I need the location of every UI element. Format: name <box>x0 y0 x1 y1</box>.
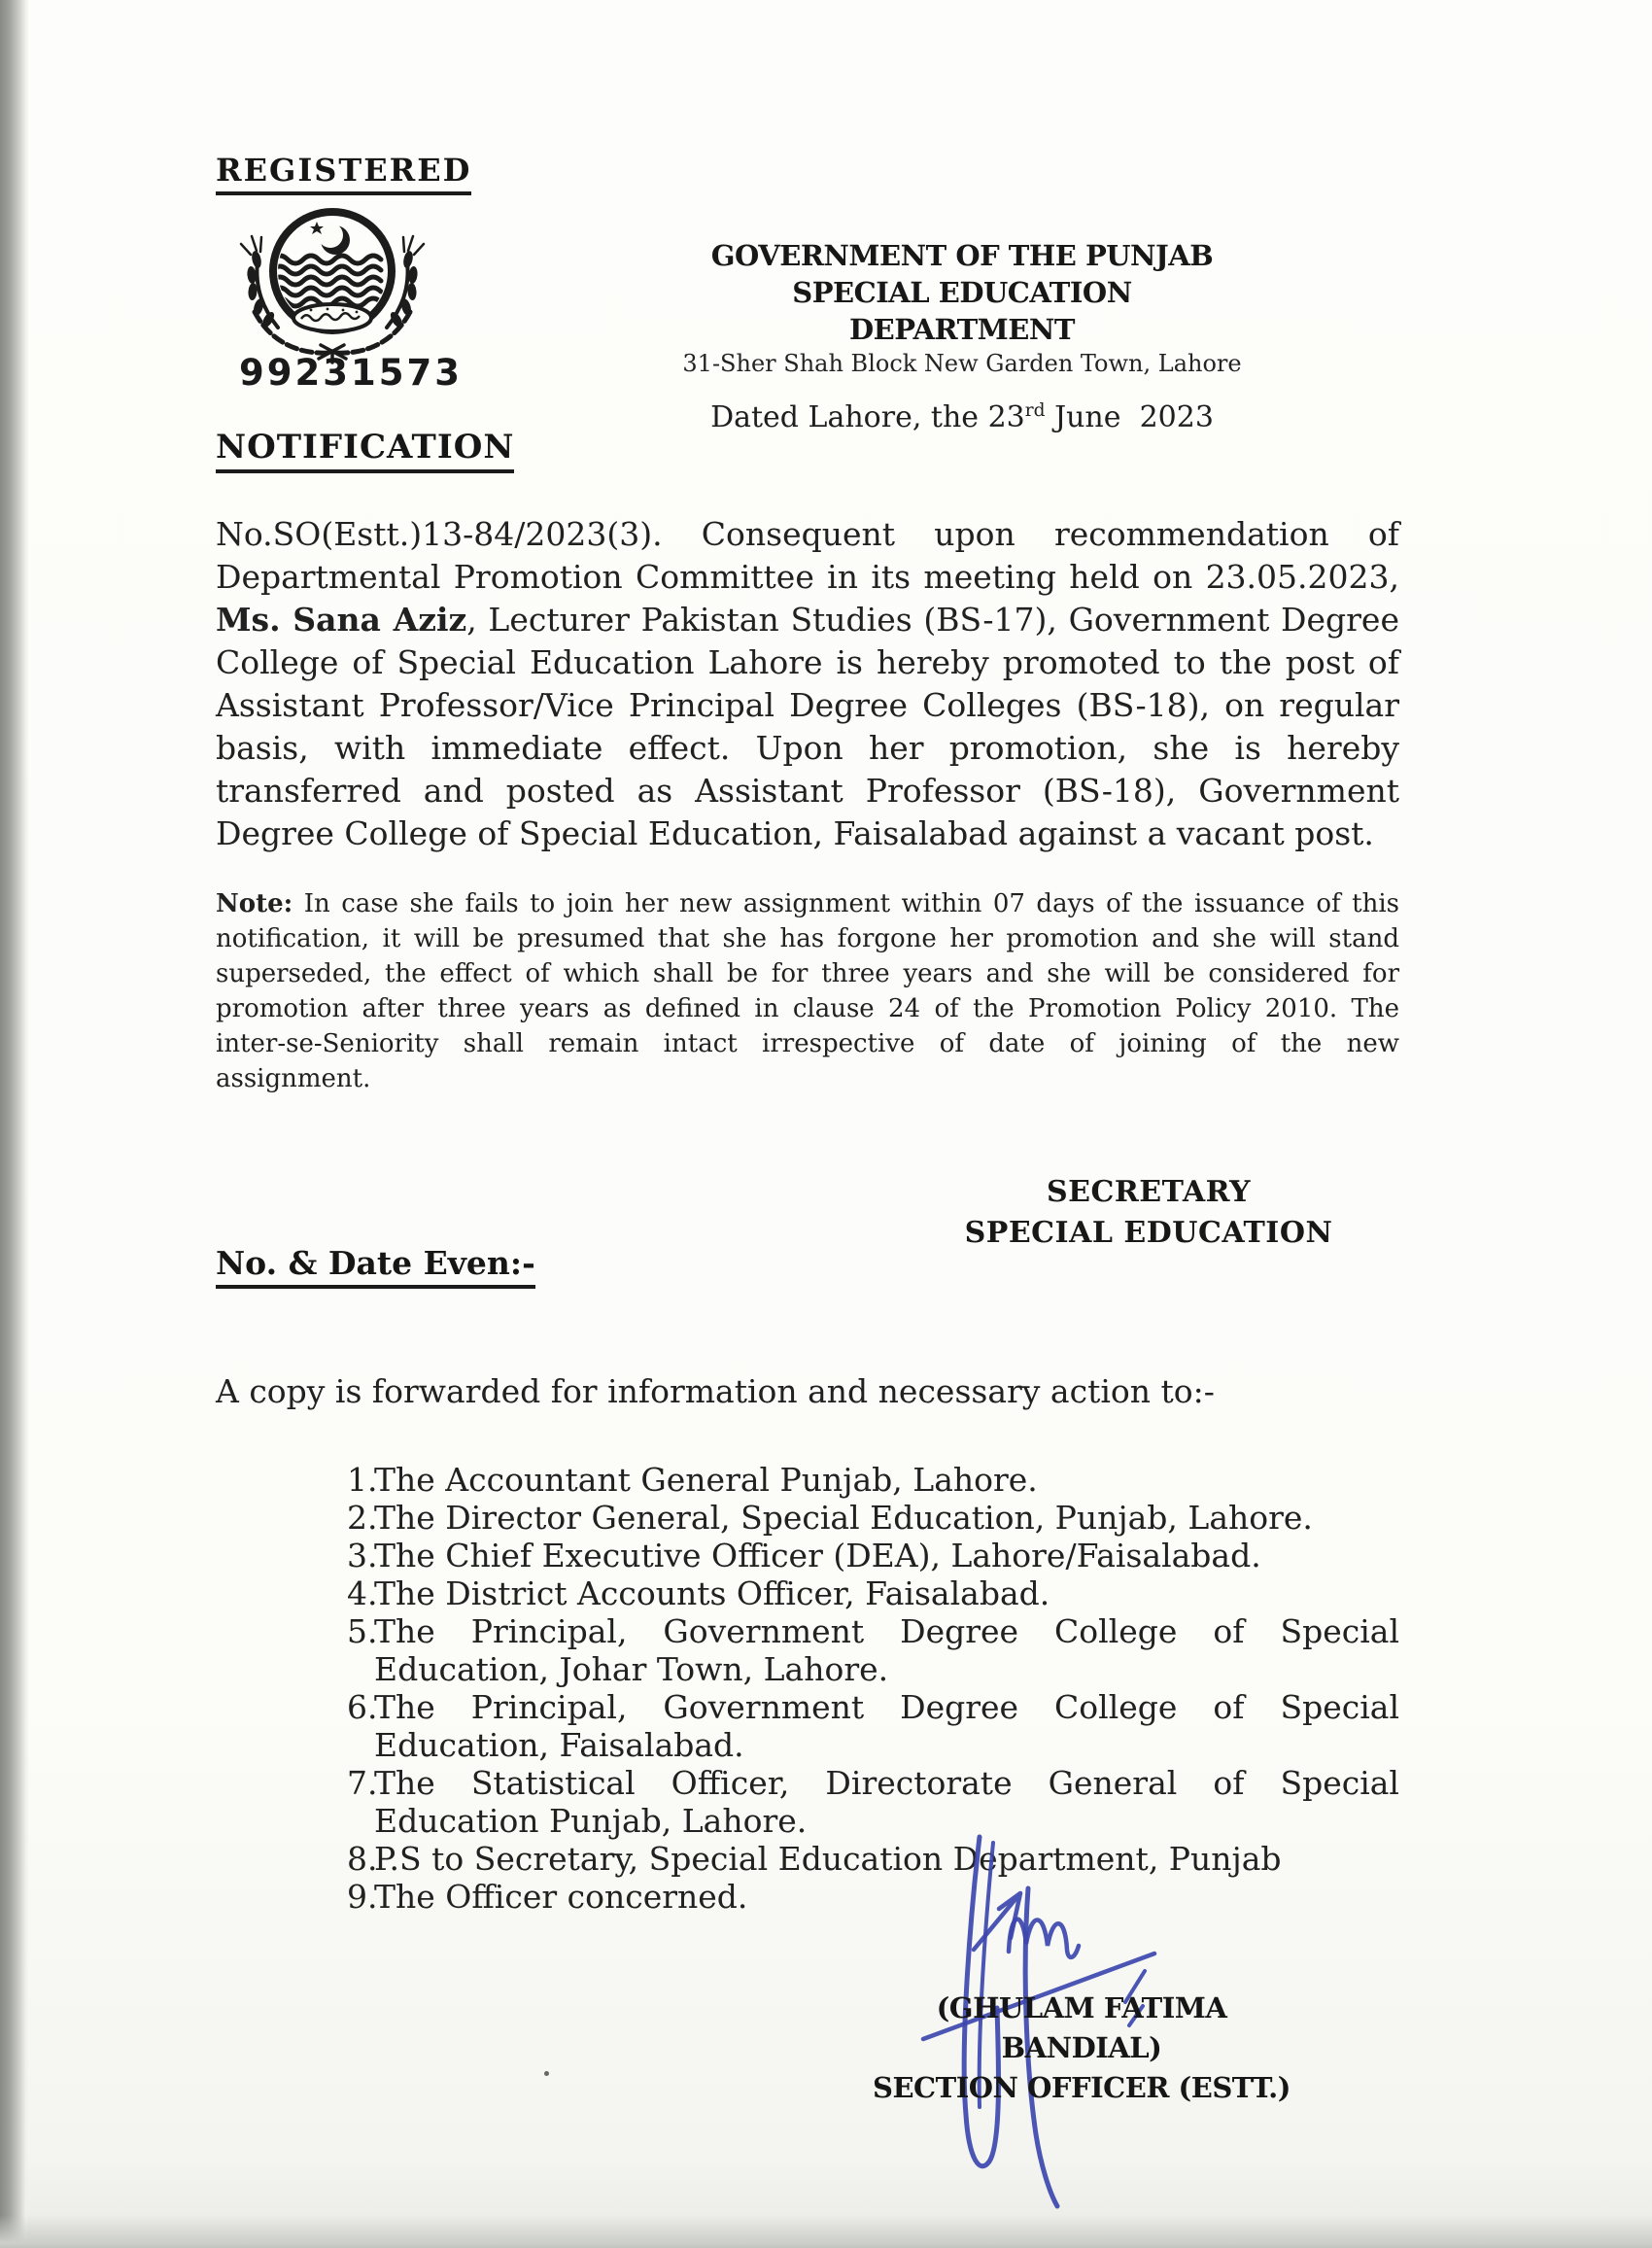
text-line: The Statistical Officer, Directorate General of Special <box>374 1764 1399 1802</box>
ordinal-suffix: rd <box>1024 400 1046 421</box>
text-line: superseded, the effect of which shall be for three years and she will be considered for <box>216 959 1399 988</box>
text-line: The Officer concerned. <box>374 1878 748 1916</box>
department-header <box>680 237 1244 436</box>
text-line: The District Accounts Officer, Faisalabad. <box>374 1574 1050 1612</box>
text-line: The Director General, Special Education, Punjab, Lahore. <box>374 1499 1313 1537</box>
list-item <box>347 1574 1406 1612</box>
secretary-title: SECRETARY <box>1046 1175 1252 1209</box>
registered-stamp <box>216 152 471 195</box>
list-item-number: 3. <box>347 1537 378 1574</box>
list-item-text <box>374 1537 1399 1574</box>
text-line: promotion after three years as defined in clause 24 of the Promotion Policy 2010. The <box>216 994 1399 1023</box>
text-line: Note: In case she fails to join her new assignment within 07 days of the issuance of this <box>216 889 1399 918</box>
list-item-text <box>374 1499 1399 1537</box>
note-paragraph <box>216 886 1399 1096</box>
text-line: College of Special Education Lahore is hereby promoted to the post of <box>216 643 1399 681</box>
ink-speck <box>544 2071 549 2076</box>
registration-number: 99231573 <box>239 352 463 394</box>
text-line: Education Punjab, Lahore. <box>374 1802 808 1840</box>
paper-edge-left <box>0 0 29 2248</box>
text-line: inter-se-Seniority shall remain intact irrespective of date of joining of the new <box>216 1029 1399 1058</box>
number-date-line: No. & Date Even:- <box>216 1244 535 1289</box>
list-item-number: 1. <box>347 1461 378 1499</box>
text-line: P.S to Secretary, Special Education Department, Punjab <box>374 1840 1282 1878</box>
text-line: The Principal, Government Degree College of Special <box>374 1612 1399 1650</box>
list-item-number: 9. <box>347 1878 378 1916</box>
list-item-text <box>374 1612 1399 1688</box>
secretary-signature-block <box>930 1172 1367 1254</box>
paper-edge-bottom <box>0 2215 1652 2248</box>
list-item-text <box>374 1688 1399 1764</box>
punjab-crest-logo <box>233 199 437 364</box>
signatory-title: SECTION OFFICER (ESTT.) <box>873 2071 1291 2104</box>
notification-heading: NOTIFICATION <box>216 428 514 473</box>
notification-body <box>216 513 1399 855</box>
registered-label: REGISTERED <box>216 152 471 195</box>
text-line: Ms. Sana Aziz, Lecturer Pakistan Studies (BS-17), Government Degree <box>216 601 1399 639</box>
secretary-department: SPECIAL EDUCATION <box>964 1216 1333 1250</box>
text-line: Education, Johar Town, Lahore. <box>374 1650 889 1688</box>
list-item-number: 5. <box>347 1612 378 1650</box>
date-line: Dated Lahore, the 23rd June 2023 <box>710 400 1214 434</box>
list-item-text <box>374 1461 1399 1499</box>
text-line: assignment. <box>216 1064 371 1093</box>
list-item-number: 2. <box>347 1499 378 1537</box>
list-item-text <box>374 1574 1399 1612</box>
list-item-number: 8. <box>347 1840 378 1878</box>
text-line: The Accountant General Punjab, Lahore. <box>374 1461 1038 1499</box>
list-item <box>347 1499 1406 1537</box>
text-line: The Principal, Government Degree College of Special <box>374 1688 1399 1726</box>
list-item <box>347 1688 1406 1764</box>
text-line: Degree College of Special Education, Faisalabad against a vacant post. <box>216 814 1374 852</box>
list-item-number: 7. <box>347 1764 378 1802</box>
punjab-crest-icon <box>233 199 437 364</box>
text-line: The Chief Executive Officer (DEA), Lahore/Faisalabad. <box>374 1537 1261 1574</box>
text-line: No.SO(Estt.)13-84/2023(3). Consequent upon recommendation of <box>216 515 1399 553</box>
department-title: SPECIAL EDUCATION DEPARTMENT <box>792 276 1132 346</box>
signatory-block <box>862 1989 1301 2108</box>
list-item <box>347 1612 1406 1688</box>
list-item-number: 6. <box>347 1688 378 1726</box>
text-line: notification, it will be presumed that she has forgone her promotion and she will stand <box>216 924 1399 953</box>
text-line: basis, with immediate effect. Upon her promotion, she is hereby <box>216 729 1399 767</box>
signatory-name: (GHULAM FATIMA BANDIAL) <box>936 1991 1227 2064</box>
list-item <box>347 1461 1406 1499</box>
government-title: GOVERNMENT OF THE PUNJAB <box>710 239 1214 272</box>
text-line: Education, Faisalabad. <box>374 1726 744 1764</box>
address-line: 31-Sher Shah Block New Garden Town, Lahore <box>682 350 1242 377</box>
list-item <box>347 1537 1406 1574</box>
distribution-intro: A copy is forwarded for information and necessary action to:- <box>216 1372 1215 1410</box>
text-line: Departmental Promotion Committee in its meeting held on 23.05.2023, <box>216 558 1399 596</box>
list-item-number: 4. <box>347 1574 378 1612</box>
text-line: transferred and posted as Assistant Professor (BS-18), Government <box>216 772 1399 810</box>
text-line: Assistant Professor/Vice Principal Degree Colleges (BS-18), on regular <box>216 686 1399 724</box>
